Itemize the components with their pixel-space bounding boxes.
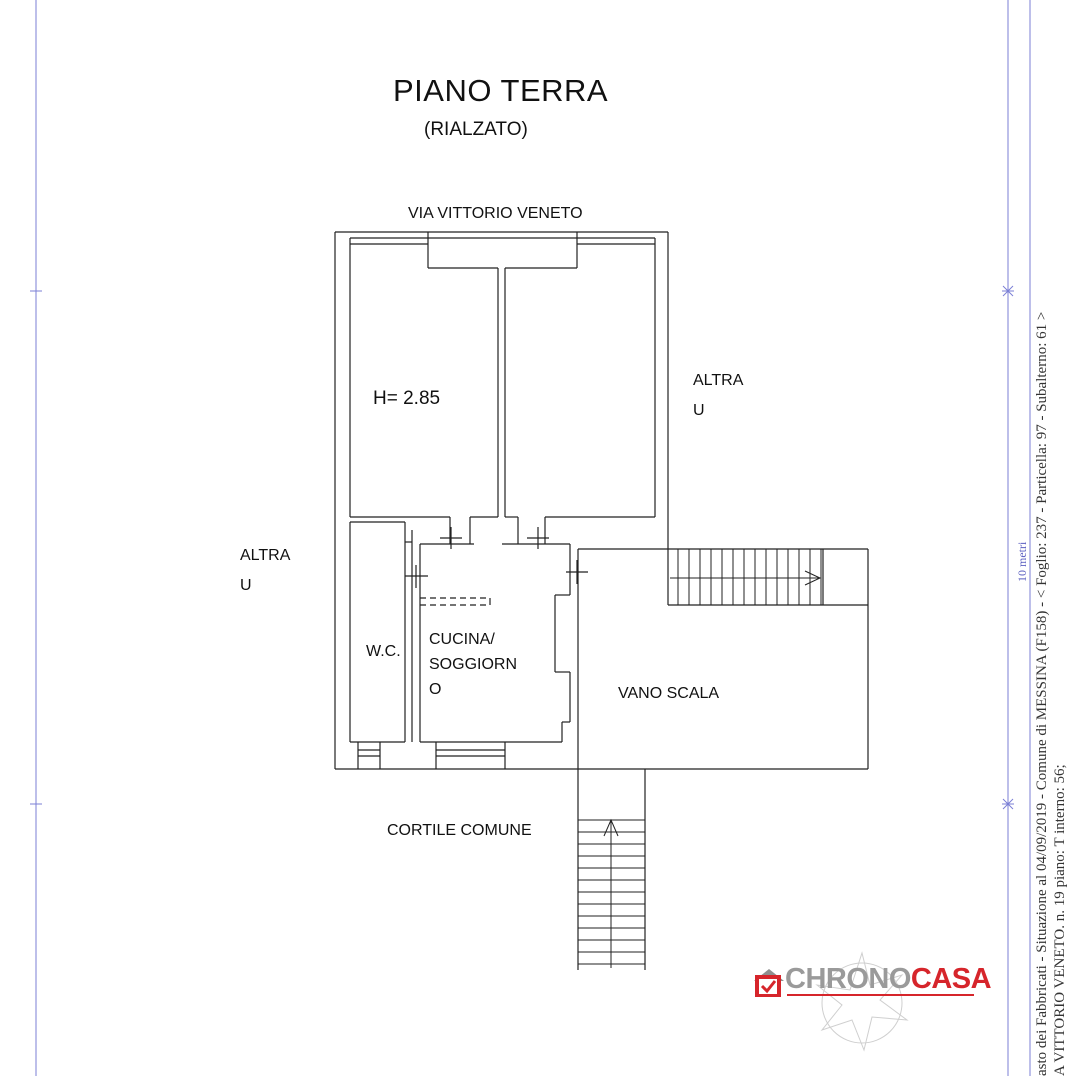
kitchen-label-line2: SOGGIORN [429,656,518,673]
upper-stair-treads [678,549,821,605]
logo-chrono-text: CHRONO [785,963,911,995]
wc-label: W.C. [366,643,401,660]
kitchen-label-line3: O [429,681,442,698]
chronocasa-logo-icon [752,945,977,1055]
neighbor-label-right [693,366,743,426]
stair-hall-label: VANO SCALA [618,685,720,702]
street-label: VIA VITTORIO VENETO [408,205,583,222]
scale-mark-label: 10 metri [1015,541,1029,582]
neighbor-label-right-line1: ALTRA [693,372,744,389]
cadastral-info-line2: A VITTORIO VENETO. n. 19 piano: T interno: 56; [1052,764,1068,1076]
neighbor-label-left-line2: U [240,577,252,594]
plan-subtitle: (RIALZATO) [424,119,528,140]
kitchen-label-line1: CUCINA/ [429,631,495,648]
ceiling-height-label: H= 2.85 [373,388,441,409]
neighbor-label-right-line2: U [693,402,705,419]
neighbor-label-left [240,541,290,601]
plan-title: PIANO TERRA [393,73,609,108]
kitchen-label [429,627,517,702]
cadastral-info-line1: asto dei Fabbricati - Situazione al 04/09/2019 - Comune di MESSINA (F158) - < Foglio: 237 - Particella: 97 - Subalterno: 61 > [1034,311,1050,1076]
logo-casa-text: CASA [910,963,992,995]
neighbor-label-left-line1: ALTRA [240,547,291,564]
courtyard-label: CORTILE COMUNE [387,822,532,839]
logo-wordmark [785,963,991,996]
